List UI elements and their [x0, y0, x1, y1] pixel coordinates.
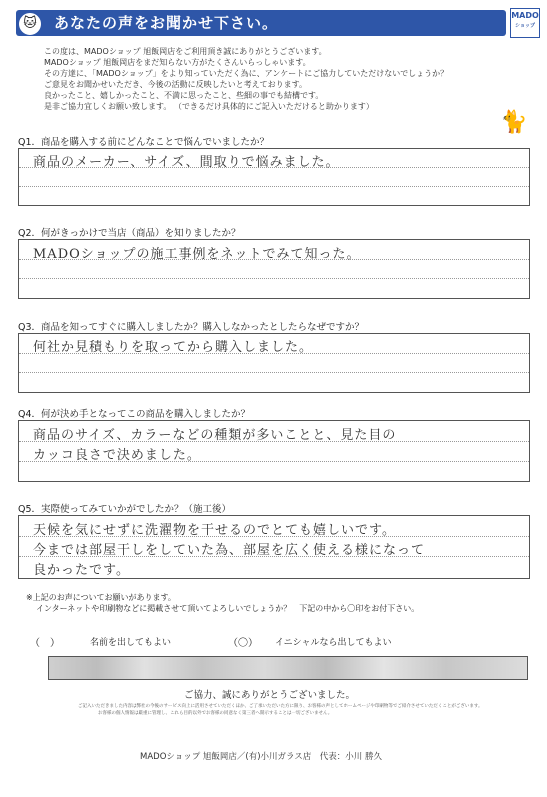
answer-4-line-1: 商品のサイズ、カラーなどの種類が多いことと、見た目の: [33, 428, 397, 443]
page-title: あなたの声をお聞かせ下さい。: [54, 14, 279, 32]
option-1-mark: （ ）: [30, 638, 60, 649]
answer-4-line-2: カッコ良さで決めました。: [33, 448, 201, 463]
option-2-mark: （〇）: [228, 638, 258, 649]
cat-mascot-icon: 🐱: [18, 12, 42, 36]
answer-5-line-2: 今までは部屋干しをしていた為、部屋を広く使える様になって: [33, 543, 426, 558]
answer-1-line-1: 商品のメーカー、サイズ、間取りで悩みました。: [33, 155, 340, 170]
answer-5-line-3: 良かったです。: [33, 563, 130, 578]
fineprint-line-1: ご記入いただきました内容は弊社の今後のサービス向上に活用させていただくほか、ご了承いただいた方に限り、お客様の声としてホームページや印刷物等でご紹介させていただくことがございます。: [78, 704, 483, 709]
question-1-label: Q1．商品を購入する前にどんなことで悩んでいましたか？: [18, 137, 270, 148]
answer-box-2: [18, 239, 530, 299]
question-3-label: Q3．商品を知ってすぐに購入しましたか？購入しなかったとしたらなぜですか？: [18, 322, 365, 333]
answer-box-1: [18, 148, 530, 206]
redacted-name-field: [48, 656, 528, 680]
intro-line: 是非ご協力宜しくお願い致します。 （できるだけ具体的にご記入いただけると助かります）: [44, 102, 374, 111]
intro-line: ご意見をお聞かせいただき、今後の活動に反映したいと考えております。: [44, 80, 308, 89]
intro-line: MADOショップ 旭飯岡店をまだ知らない方がたくさんいらっしゃいます。: [44, 58, 311, 67]
logo-sub-text: ショップ: [515, 23, 535, 29]
intro-line: この度は、MADOショップ 旭飯岡店をご利用頂き誠にありがとうございます。: [44, 47, 327, 56]
option-1-label: 名前を出してもよい: [90, 638, 172, 648]
question-4-label: Q4．何が決め手となってこの商品を購入しましたか？: [18, 409, 251, 420]
logo-main-text: MADO: [511, 11, 539, 20]
answer-box-5: [18, 515, 530, 579]
cat-illustration-icon: 🐈: [500, 110, 528, 135]
intro-text: [44, 46, 484, 112]
answer-5-line-1: 天候を気にせずに洗濯物を干せるのでとても嬉しいです。: [33, 523, 396, 538]
intro-line: 良かったこと、嬉しかったこと、不満に思ったこと、些細の事でも結構です。: [44, 91, 324, 100]
question-5-label: Q5．実際使ってみていかがでしたか？（施工後）: [18, 504, 232, 515]
thanks-message: ご協力、誠にありがとうございました。: [184, 690, 356, 701]
fineprint-line-2: お客様の個人情報は厳重に管理し、これら目的以外でお客様の同意なく第三者へ開示することは一切ございません。: [98, 711, 333, 716]
answer-2-line-1: MADOショップの施工事例をネットでみて知った。: [33, 247, 361, 262]
answer-box-4: [18, 420, 530, 482]
answer-3-line-1: 何社か見積もりを取ってから購入しました。: [33, 340, 314, 355]
answer-box-3: [18, 333, 530, 393]
consent-note-2: インターネットや印刷物などに掲載させて頂いてよろしいでしょうか？ 下記の中から〇印をお付下さい。: [36, 604, 420, 613]
footer-shop-info: MADOショップ 旭飯岡店／(有)小川ガラス店 代表：小川 勝久: [140, 752, 382, 762]
mado-logo: [510, 8, 540, 38]
intro-line: その方達に、「MADOショップ」をより知っていただく為に、アンケートにご協力していただけないでしょうか？: [44, 69, 449, 78]
consent-note-1: ※上記のお声についてお願いがあります。: [26, 593, 176, 602]
question-2-label: Q2．何がきっかけで当店（商品）を知りましたか？: [18, 228, 241, 239]
option-2-label: イニシャルなら出してもよい: [275, 638, 392, 648]
